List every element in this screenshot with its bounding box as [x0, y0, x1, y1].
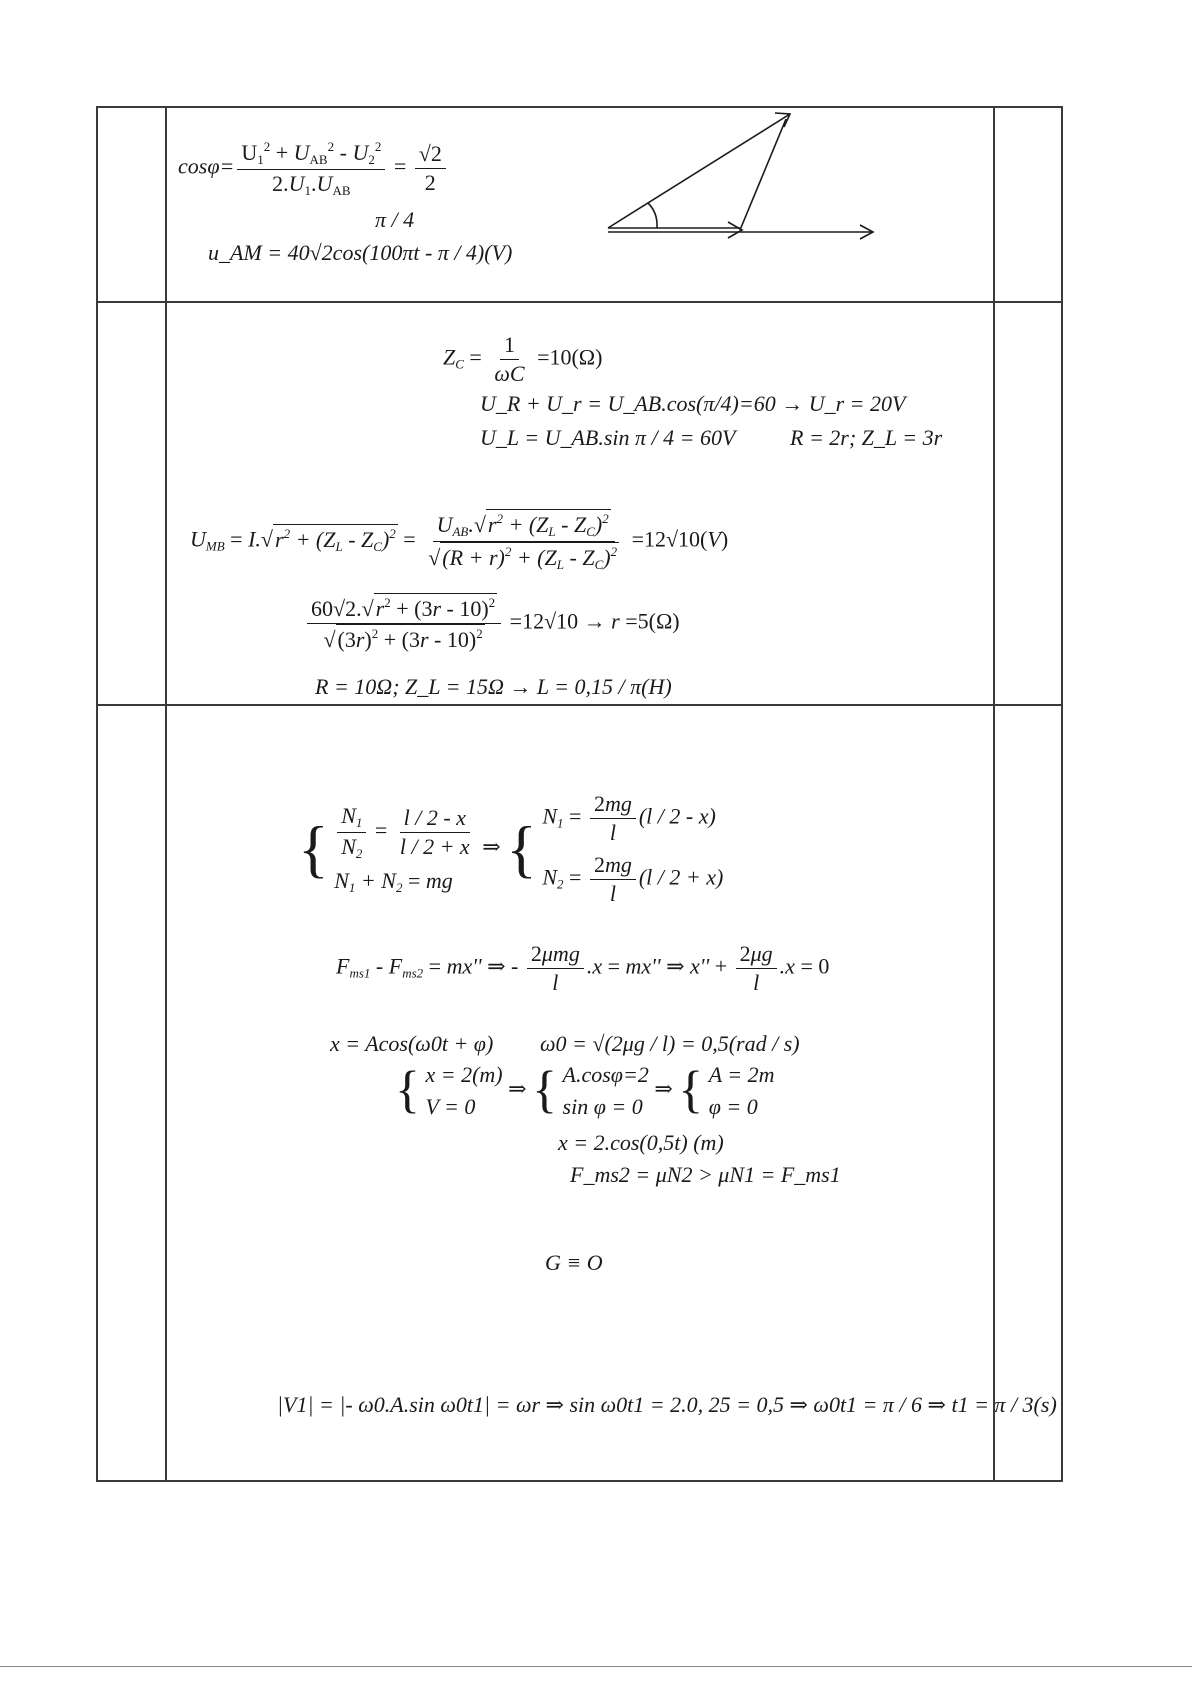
page-bottom-rule — [0, 1666, 1192, 1667]
r-solve-equation: $\frac{60√2.√r^2 + (3r - 10)^2}{√(3r)^2 + (3r - 10)^2}$ =12√10 → r =5(Ω) — [304, 596, 680, 651]
x-final-equation: x = 2.cos(0,5t) (m) — [558, 1130, 724, 1155]
table-border-bottom — [96, 1480, 1063, 1482]
u-am-equation: u_AM = 40√2cos(100πt - π / 4)(V) — [208, 240, 513, 265]
phasor-uab — [608, 114, 790, 228]
mid-acos: A.cosφ=2 — [562, 1062, 649, 1087]
umb-equation: $U_{MB} = I.√r^2 + (Z_L - Z_C)^2$ = $\frac{U_{AB}.√r^2 + (Z_L - Z_C)^2}{√(R + r)^2 + (Z_L - Z_C)^2}$ =12√10(V) — [190, 511, 729, 572]
table-border-top — [96, 106, 1063, 108]
table-col-divider-2 — [993, 106, 995, 1481]
phasor-u1-arrowhead — [728, 222, 742, 238]
ur-equation: U_R + U_r = U_AB.cos(π/4)=60 → U_r = 20V — [480, 391, 906, 416]
table-row-divider-2 — [96, 704, 1063, 706]
fms2-inequality: F_ms2 = μN2 > μN1 = F_ms1 — [570, 1162, 841, 1187]
table-border-left — [96, 106, 98, 1481]
g-equals-o: G ≡ O — [545, 1250, 603, 1275]
table-row-divider-1 — [96, 301, 1063, 303]
cos-rhs-num: √2 — [415, 143, 446, 169]
table-border-right — [1061, 106, 1063, 1481]
res-a: A = 2m — [708, 1062, 775, 1087]
cos-rhs-den: 2 — [424, 170, 436, 195]
fms-equation: $F_{ms1} - F_{ms2} = mx''$ ⇒ - $\frac{\text{2μmg}}{l}$ .x = mx'' ⇒ x'' + $\frac{2\mu g}{l}$ .x = 0 — [336, 941, 830, 995]
initial-conditions: { x = 2(m) V = 0 ⇒ { A.cosφ=2 sin φ = 0 ⇒ { A = 2m φ = 0 — [395, 1061, 775, 1119]
omega-equation: ω0 = √(2μg / l) = 0,5(rad / s) — [540, 1031, 800, 1056]
cos-phi-formula: cosφ= $\frac{U_1^2 + U_{AB}^2 - U_2^2}{2.U_1.U_{AB}}$ = $\frac{√2}{2}$ — [178, 140, 449, 197]
phasor-diagram — [600, 105, 890, 245]
x-general-equation: x = Acos(ω0t + φ) — [330, 1031, 494, 1056]
cos-denominator: $2.U_1.U_{AB}$ — [272, 171, 351, 198]
cos-numerator: $U_1^2 + U_{AB}^2 - U_2^2$ — [237, 140, 385, 170]
init-x: x = 2(m) — [425, 1062, 503, 1087]
v1-equation: |V1| = |- ω0.A.sin ω0t1| = ωr ⇒ sin ω0t1 = 2.0, 25 = 0,5 ⇒ ω0t1 = π / 6 ⇒ t1 = π / 3(s) — [277, 1392, 1057, 1417]
l-result: R = 10Ω; Z_L = 15Ω → L = 0,15 / π(H) — [315, 674, 672, 699]
table-col-divider-1 — [165, 106, 167, 1481]
angle-arc — [648, 203, 657, 228]
phasor-u2 — [740, 119, 786, 230]
init-v: V = 0 — [425, 1094, 476, 1119]
mid-sin: sin φ = 0 — [562, 1094, 643, 1119]
res-phi: φ = 0 — [708, 1094, 758, 1119]
zc-equation: $Z_C$ = $\frac{1}{\omega C}$ =10(Ω) — [443, 332, 603, 386]
ul-equation: U_L = U_AB.sin π / 4 = 60V — [480, 425, 736, 450]
angle-value: π / 4 — [375, 207, 415, 232]
force-system: { $\frac{N_1}{N_2}$ = $\frac{l / 2 - x}{l / 2 + x}$ $N_1 + N_2$ = mg ⇒ { $N_1$ = $\frac{2mg}{l}$ (l / 2 - x) $N_2$ = $\frac{2mg}{l}$ (l / 2 + x) — [298, 791, 724, 906]
cos-lhs: cosφ= — [178, 153, 235, 179]
r-relation: R = 2r; Z_L = 3r — [790, 425, 943, 450]
